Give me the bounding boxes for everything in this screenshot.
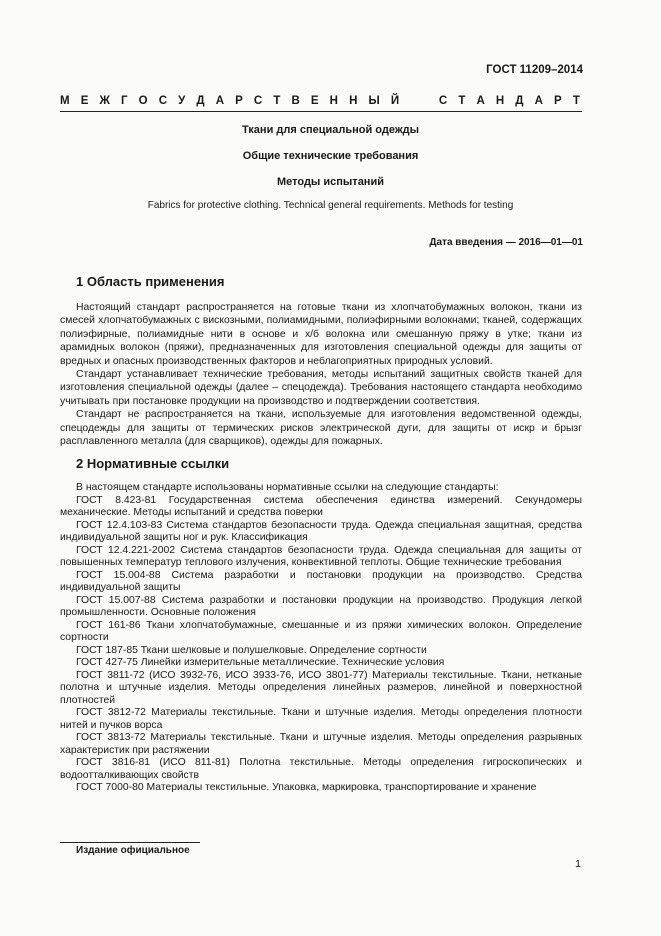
banner-letter: С bbox=[438, 95, 448, 107]
banner-letter: О bbox=[138, 95, 148, 107]
paragraph: Настоящий стандарт распространяется на готовые ткани из хлопчатобумажных волокон, ткани из смесей хлопчатобумажных с вискозными, полиамидными, полиэфирными волокнами; тканей, содержащих полиэфирные, полиамидные нити в основе и х/б волокна или смешанную пряжу в утке; ткани из арамидных волокон (пряжи), предназначенных для изготовления специальной одежды для защиты от вредных и опасных производственных факторов и неблагоприятных природных условий. bbox=[60, 302, 582, 367]
section-2-body bbox=[60, 482, 582, 795]
page-number: 1 bbox=[575, 858, 581, 870]
banner-letter: В bbox=[291, 95, 300, 107]
banner-letter: Е bbox=[80, 95, 89, 107]
introduction-date: Дата введения — 2016—01—01 bbox=[429, 237, 583, 248]
reference-item: ГОСТ 161-86 Ткани хлопчатобумажные, смешанные и из пряжи химических волокон. Определение сортности bbox=[60, 619, 582, 643]
section-1-heading: 1 Область применения bbox=[76, 274, 225, 289]
reference-item: ГОСТ 3813-72 Материалы текстильные. Ткани и штучные изделия. Методы определения разрывных характеристик при растяжении bbox=[60, 732, 582, 756]
standard-banner bbox=[60, 95, 580, 107]
banner-letter: Д bbox=[196, 95, 205, 107]
banner-letter: Р bbox=[235, 95, 243, 107]
reference-item: ГОСТ 15.007-88 Система разработки и постановки продукции на производство. Продукция легкой промышленности. Основные положения bbox=[60, 594, 582, 618]
paragraph: Стандарт не распространяется на ткани, используемые для изготовления ведомственной одежды, спецодежды для защиты от термических рисков электрической дуги, для защиты от искр и брызг расплавленного металла (для сварщиков), одежды для пожарных. bbox=[60, 409, 582, 448]
reference-item: ГОСТ 187-85 Ткани шелковые и полушелковые. Определение сортности bbox=[76, 644, 427, 656]
reference-item: ГОСТ 3812-72 Материалы текстильные. Ткани и штучные изделия. Методы определения плотности нитей и пучков ворса bbox=[60, 707, 582, 731]
footer-rule bbox=[60, 842, 200, 843]
banner-rule bbox=[60, 111, 582, 112]
reference-item: ГОСТ 8.423-81 Государственная система обеспечения единства измерений. Секундомеры механические. Методы испытаний и средства поверки bbox=[60, 494, 582, 518]
title-sub: Общие технические требования bbox=[242, 150, 419, 162]
banner-letter: Г bbox=[121, 95, 128, 107]
banner-letter: Е bbox=[310, 95, 319, 107]
reference-item: ГОСТ 427-75 Линейки измерительные металлические. Технические условия bbox=[76, 657, 445, 668]
banner-letter bbox=[425, 95, 428, 107]
banner-letter: А bbox=[534, 95, 543, 107]
banner-letter bbox=[410, 95, 413, 107]
title-english: Fabrics for protective clothing. Technical general requirements. Methods for testing bbox=[147, 200, 514, 211]
banner-letter: М bbox=[60, 95, 70, 107]
reference-item: ГОСТ 12.4.221-2002 Система стандартов безопасности труда. Одежда специальная для защиты от повышенных температур теплового излучения, конвективной теплоты. Общие технические требования bbox=[60, 544, 582, 568]
banner-letter: А bbox=[476, 95, 485, 107]
banner-letter: Н bbox=[329, 95, 338, 107]
banner-letter: С bbox=[253, 95, 263, 107]
banner-letter: У bbox=[178, 95, 186, 107]
reference-item: ГОСТ 7000-80 Материалы текстильные. Упаковка, маркировка, транспортирование и хранение bbox=[76, 782, 537, 793]
section-2-heading: 2 Нормативные ссылки bbox=[76, 456, 230, 471]
reference-item: ГОСТ 3816-81 (ИСО 811-81) Полотна текстильные. Методы определения гигроскопических и водоотталкивающих свойств bbox=[60, 757, 582, 781]
paragraph: В настоящем стандарте использованы нормативные ссылки на следующие стандарты: bbox=[76, 482, 499, 493]
reference-item: ГОСТ 15.004-88 Система разработки и постановки продукции на производство. Средства индивидуальной защиты bbox=[60, 569, 582, 593]
gost-code: ГОСТ 11209–2014 bbox=[486, 64, 583, 76]
banner-letter: Т bbox=[273, 95, 281, 107]
title-methods: Методы испытаний bbox=[277, 176, 384, 188]
paragraph: Стандарт устанавливает технические требования, методы испытаний защитных свойств тканей для изготовления специальной одежды (далее – спецодежда). Требования настоящего стандарта необходимо учитывать при постановке продукции на производство и подтверждении соответствия. bbox=[60, 369, 582, 407]
banner-letter: С bbox=[158, 95, 168, 107]
banner-letter: Й bbox=[390, 95, 400, 107]
banner-letter: Н bbox=[495, 95, 505, 107]
edition-label: Издание официальное bbox=[76, 845, 190, 856]
section-1-body bbox=[60, 301, 582, 448]
reference-item: ГОСТ 12.4.103-83 Система стандартов безопасности труда. Одежда специальная защитная, средства индивидуальной защиты ног и рук. Классификация bbox=[60, 519, 582, 543]
banner-letter: Р bbox=[554, 95, 562, 107]
banner-letter: Т bbox=[572, 95, 580, 107]
banner-letter: Ы bbox=[368, 95, 380, 107]
banner-letter: А bbox=[215, 95, 225, 107]
banner-letter: Д bbox=[515, 95, 524, 107]
banner-letter: Т bbox=[458, 95, 466, 107]
title-main: Ткани для специальной одежды bbox=[242, 124, 419, 136]
banner-letter: Ж bbox=[99, 95, 110, 107]
banner-letter: Н bbox=[349, 95, 358, 107]
reference-item: ГОСТ 3811-72 (ИСО 3932-76, ИСО 3933-76, ИСО 3801-77) Материалы текстильные. Ткани, нетканые полотна и штучные изделия. Методы определения линейных размеров, линейной и поверхностной плотностей bbox=[60, 669, 582, 706]
